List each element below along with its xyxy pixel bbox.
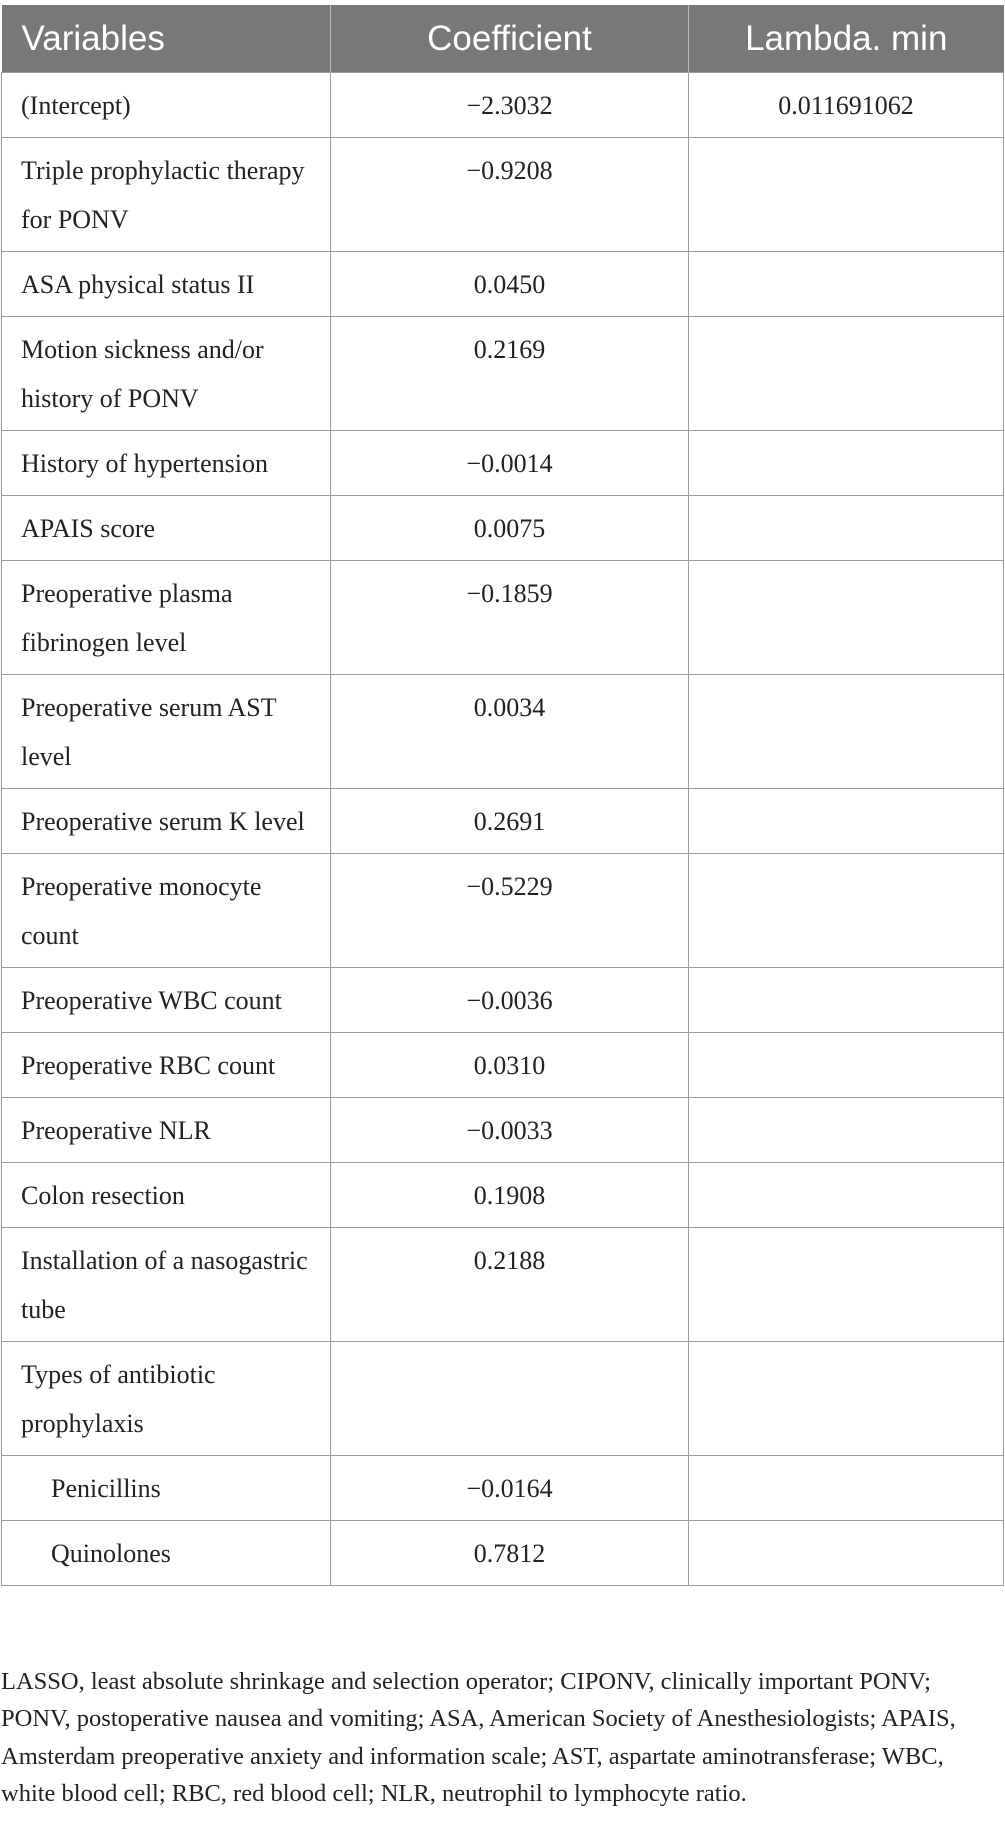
lambda-min-cell <box>689 561 1004 675</box>
variable-cell: Preoperative NLR <box>2 1098 331 1163</box>
variable-cell: Preoperative WBC count <box>2 968 331 1033</box>
table-row <box>2 561 1004 675</box>
lambda-min-cell <box>689 317 1004 431</box>
table-row <box>2 317 1004 431</box>
lambda-min-cell <box>689 138 1004 252</box>
lambda-min-cell: 0.011691062 <box>689 73 1004 138</box>
coefficient-cell <box>331 1342 689 1456</box>
coefficient-cell: −0.0164 <box>331 1456 689 1521</box>
coefficient-cell: −0.0033 <box>331 1098 689 1163</box>
variable-cell: ASA physical status II <box>2 252 331 317</box>
table-footnote: LASSO, least absolute shrinkage and selection operator; CIPONV, clinically important PONV; PONV, postoperative nausea and vomiting; ASA, American Society of Anesthesiologists; APAIS, Amsterdam preoperative anxiety and information scale; AST, aspartate aminotransferase; WBC, white blood cell; RBC, red blood cell; NLR, neutrophil to lymphocyte ratio. <box>1 1667 956 1807</box>
lambda-min-cell <box>689 496 1004 561</box>
table-row <box>2 854 1004 968</box>
coefficient-cell: 0.2691 <box>331 789 689 854</box>
lambda-min-cell <box>689 1342 1004 1456</box>
table-row <box>2 496 1004 561</box>
lambda-min-cell <box>689 1521 1004 1586</box>
table-row <box>2 73 1004 138</box>
coefficient-cell: 0.0310 <box>331 1033 689 1098</box>
coefficient-cell: −0.0036 <box>331 968 689 1033</box>
coefficient-cell: 0.0075 <box>331 496 689 561</box>
variable-cell: Penicillins <box>2 1456 331 1521</box>
lambda-min-cell <box>689 1163 1004 1228</box>
variable-cell: APAIS score <box>2 496 331 561</box>
table-row <box>2 138 1004 252</box>
variable-cell: Installation of a nasogastric tube <box>2 1228 331 1342</box>
variable-cell: Preoperative RBC count <box>2 1033 331 1098</box>
coefficient-cell: −0.1859 <box>331 561 689 675</box>
lambda-min-cell <box>689 968 1004 1033</box>
table-row <box>2 1163 1004 1228</box>
table-row <box>2 675 1004 789</box>
coefficient-cell: −0.5229 <box>331 854 689 968</box>
lambda-min-cell <box>689 431 1004 496</box>
coefficient-cell: −0.0014 <box>331 431 689 496</box>
lambda-min-cell <box>689 789 1004 854</box>
variable-cell: Preoperative serum K level <box>2 789 331 854</box>
header-row <box>2 5 1004 73</box>
lambda-min-cell <box>689 1098 1004 1163</box>
coefficient-cell: 0.2188 <box>331 1228 689 1342</box>
table-row <box>2 1342 1004 1456</box>
variable-cell: Preoperative monocyte count <box>2 854 331 968</box>
variable-cell: Quinolones <box>2 1521 331 1586</box>
coefficient-cell: −2.3032 <box>331 73 689 138</box>
coefficient-table-container <box>1 5 1003 1586</box>
lambda-min-cell <box>689 1033 1004 1098</box>
lambda-min-cell <box>689 252 1004 317</box>
variable-cell: Triple prophylactic therapy for PONV <box>2 138 331 252</box>
variable-cell: Preoperative serum AST level <box>2 675 331 789</box>
variable-cell: Colon resection <box>2 1163 331 1228</box>
table-row <box>2 1033 1004 1098</box>
variable-cell: (Intercept) <box>2 73 331 138</box>
variable-cell: Preoperative plasma fibrinogen level <box>2 561 331 675</box>
header-variables: Variables <box>2 5 331 73</box>
table-row <box>2 1098 1004 1163</box>
coefficient-cell: 0.1908 <box>331 1163 689 1228</box>
coefficient-cell: 0.7812 <box>331 1521 689 1586</box>
lambda-min-cell <box>689 1456 1004 1521</box>
lasso-coefficient-table <box>1 5 1004 1586</box>
coefficient-cell: 0.0034 <box>331 675 689 789</box>
lambda-min-cell <box>689 1228 1004 1342</box>
variable-cell: Types of antibiotic prophylaxis <box>2 1342 331 1456</box>
table-row <box>2 789 1004 854</box>
table-row <box>2 1521 1004 1586</box>
table-row <box>2 968 1004 1033</box>
coefficient-cell: 0.0450 <box>331 252 689 317</box>
variable-cell: Motion sickness and/or history of PONV <box>2 317 331 431</box>
lambda-min-cell <box>689 675 1004 789</box>
header-lambda-min: Lambda. min <box>689 5 1004 73</box>
lambda-min-cell <box>689 854 1004 968</box>
coefficient-cell: 0.2169 <box>331 317 689 431</box>
table-row <box>2 252 1004 317</box>
coefficient-cell: −0.9208 <box>331 138 689 252</box>
table-row <box>2 431 1004 496</box>
table-row <box>2 1456 1004 1521</box>
variable-cell: History of hypertension <box>2 431 331 496</box>
header-coefficient: Coefficient <box>331 5 689 73</box>
table-row <box>2 1228 1004 1342</box>
